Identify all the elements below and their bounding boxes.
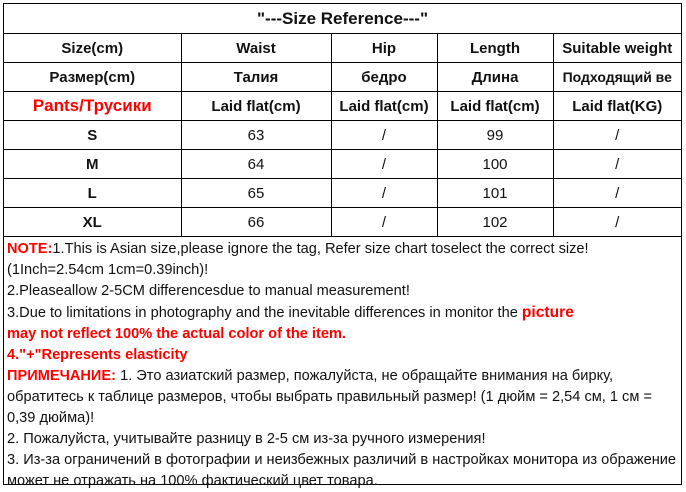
size-reference-sheet xyxy=(3,3,682,489)
notes-section xyxy=(4,237,681,492)
table-row xyxy=(4,150,681,179)
note-4: 4."+"Represents elasticity xyxy=(7,347,188,363)
note-2: 2.Pleaseallow 2-5CM differencesdue to manual measurement! xyxy=(7,283,410,299)
length-cell: 102 xyxy=(437,208,553,237)
size-cell: M xyxy=(4,150,181,179)
hip-cell: / xyxy=(331,208,437,237)
length-cell: 101 xyxy=(437,179,553,208)
header-cell: Laid flat(cm) xyxy=(331,92,437,121)
header-row-ru xyxy=(4,63,681,92)
note-3-highlight: may not reflect 100% the actual color of the item. xyxy=(7,326,346,342)
ru-note-label: ПРИМЕЧАНИЕ: xyxy=(7,368,117,384)
table-row xyxy=(4,179,681,208)
header-cell: Размер(cm) xyxy=(4,63,181,92)
waist-cell: 63 xyxy=(181,121,331,150)
page-title: "---Size Reference---" xyxy=(4,4,681,34)
header-cell: Waist xyxy=(181,34,331,63)
weight-cell: / xyxy=(553,179,681,208)
header-row-units xyxy=(4,92,681,121)
size-table xyxy=(4,34,681,237)
header-cell: Подходящий ве xyxy=(553,63,681,92)
header-cell: Suitable weight xyxy=(553,34,681,63)
header-cell: бедро xyxy=(331,63,437,92)
hip-cell: / xyxy=(331,179,437,208)
header-cell: Laid flat(cm) xyxy=(181,92,331,121)
note-label: NOTE: xyxy=(7,241,53,257)
hip-cell: / xyxy=(331,150,437,179)
table-row xyxy=(4,208,681,237)
header-cell: Талия xyxy=(181,63,331,92)
waist-cell: 66 xyxy=(181,208,331,237)
hip-cell: / xyxy=(331,121,437,150)
note-1 xyxy=(7,239,678,281)
size-cell: S xyxy=(4,121,181,150)
header-row-en xyxy=(4,34,681,63)
length-cell: 100 xyxy=(437,150,553,179)
waist-cell: 64 xyxy=(181,150,331,179)
weight-cell: / xyxy=(553,121,681,150)
size-cell: L xyxy=(4,179,181,208)
size-cell: XL xyxy=(4,208,181,237)
header-cell: Size(cm) xyxy=(4,34,181,63)
header-cell: Laid flat(KG) xyxy=(553,92,681,121)
note-text: 1.This is Asian size,please ignore the tag, Refer size chart toselect the correct size!(1Inch=2.54cm 1cm=0.39inch)! xyxy=(7,241,589,278)
header-cell: Длина xyxy=(437,63,553,92)
note-3 xyxy=(7,302,678,324)
length-cell: 99 xyxy=(437,121,553,150)
category-label: Pants/Трусики xyxy=(4,92,181,121)
ru-note-text: 1. Это азиатский размер, пожалуйста, не обращайте внимания на бирку, обратитесь к таблице размеров, чтобы выбрать правильный размер! (1 дюйм = 2,54 см, 1 см = 0,39 дюйма)! xyxy=(7,368,652,426)
ru-note-1 xyxy=(7,366,678,429)
ru-note-3: 3. Из-за ограничений в фотографии и неизбежных различий в настройках монитора из ображение может не отражать на 100% фактический цвет товара. xyxy=(7,452,677,489)
note-highlight: picture xyxy=(521,304,574,321)
table-row xyxy=(4,121,681,150)
weight-cell: / xyxy=(553,150,681,179)
weight-cell: / xyxy=(553,208,681,237)
header-cell: Laid flat(cm) xyxy=(437,92,553,121)
note-text: 3.Due to limitations in photography and the inevitable differences in monitor the xyxy=(7,305,522,321)
header-cell: Length xyxy=(437,34,553,63)
ru-note-2: 2. Пожалуйста, учитывайте разницу в 2-5 см из-за ручного измерения! xyxy=(7,431,486,447)
header-cell: Hip xyxy=(331,34,437,63)
waist-cell: 65 xyxy=(181,179,331,208)
